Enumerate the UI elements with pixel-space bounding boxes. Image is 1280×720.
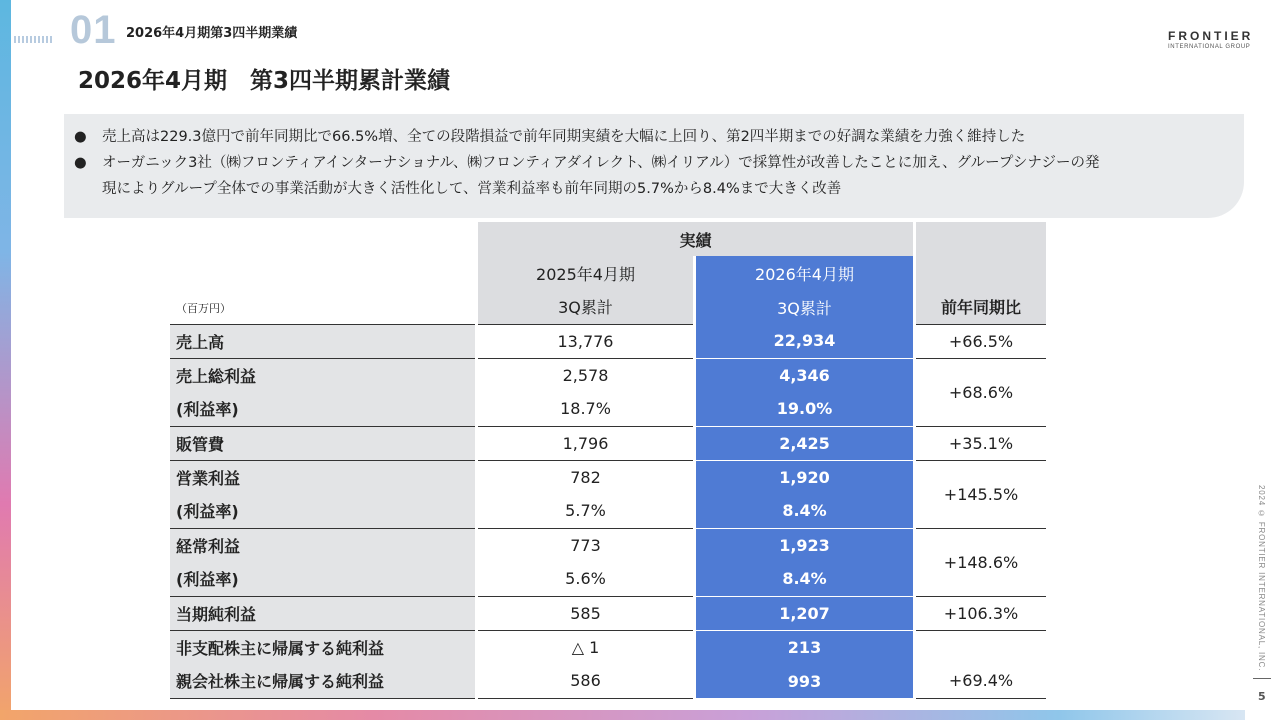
row-label: 売上総利益: [170, 358, 475, 392]
prev-value: 585: [478, 596, 693, 630]
table-row: [170, 392, 1046, 426]
curr-value: 1,923: [696, 528, 913, 562]
curr-value: 4,346: [696, 358, 913, 392]
summary-text-2: オーガニック3社（㈱フロンティアインターナショナル、㈱フロンティアダイレクト、㈱イリアル）で採算性が改善したことに加え、グループシナジーの発: [102, 155, 1100, 171]
table-header-row-1: [170, 222, 1046, 256]
table-row: [170, 596, 1046, 630]
row-label: (利益率): [170, 392, 475, 426]
table-row: [170, 528, 1046, 562]
page-number-divider: [1253, 678, 1271, 679]
logo-subtitle: INTERNATIONAL GROUP: [1168, 44, 1251, 50]
prev-year-header: 2025年4月期: [478, 256, 693, 290]
yoy-value: +106.3%: [916, 596, 1046, 630]
curr-year-header: 2026年4月期: [696, 256, 913, 290]
prev-period-header: 3Q累計: [478, 290, 693, 324]
yoy-value: +35.1%: [916, 426, 1046, 460]
table-row: [170, 562, 1046, 596]
unit-label: （百万円）: [170, 290, 475, 324]
prev-value: △ 1: [571, 637, 600, 657]
page-number: 5: [1258, 690, 1266, 703]
yoy-value: +66.5%: [916, 324, 1046, 358]
row-label: (利益率): [170, 494, 475, 528]
curr-value: 19.0%: [696, 392, 913, 426]
curr-value: 993: [696, 664, 913, 698]
prev-value: 586: [478, 664, 693, 698]
table-row: [170, 426, 1046, 460]
corner-decoration: [11, 686, 35, 710]
logo-wordmark: FRONTIER: [1168, 29, 1254, 43]
curr-value: 213: [696, 630, 913, 664]
group-header: 実績: [478, 222, 913, 256]
summary-box: [64, 114, 1244, 218]
breadcrumb: 2026年4月期第3四半期業績: [126, 26, 298, 41]
prev-value: 2,578: [562, 365, 609, 385]
yoy-header: 前年同期比: [916, 222, 1046, 324]
prev-value: 782: [570, 467, 601, 487]
curr-period-header: 3Q累計: [696, 290, 913, 324]
table-header-row-2: [170, 256, 1046, 290]
copyright-text: 2024 © FRONTIER INTERNATIONAL, INC.: [1257, 485, 1266, 672]
header-dash-decoration: [14, 36, 54, 43]
row-label: 非支配株主に帰属する純利益: [170, 630, 475, 664]
page-title: 2026年4月期 第3四半期累計業績: [78, 68, 451, 94]
bullet-icon: ●: [74, 155, 87, 171]
table-row: [170, 664, 1046, 698]
table-row: [170, 494, 1046, 528]
bullet-icon: ●: [74, 129, 87, 145]
row-label: (利益率): [170, 562, 475, 596]
table-row: [170, 358, 1046, 392]
results-table: [170, 222, 1046, 699]
prev-value: 5.7%: [478, 494, 693, 528]
yoy-value: +68.6%: [916, 358, 1046, 426]
prev-value: 5.6%: [478, 562, 693, 596]
curr-value: 2,425: [696, 426, 913, 460]
table-row: [170, 324, 1046, 358]
curr-value: 22,934: [696, 324, 913, 358]
bottom-gradient-stripe: [0, 710, 1245, 720]
prev-value: 18.7%: [478, 392, 693, 426]
section-number: 01: [70, 8, 117, 52]
row-label: 販管費: [170, 426, 475, 460]
curr-value: 8.4%: [696, 494, 913, 528]
yoy-value: +145.5%: [916, 460, 1046, 528]
curr-value: 8.4%: [696, 562, 913, 596]
table-row: [170, 630, 1046, 664]
curr-value: 1,207: [696, 596, 913, 630]
summary-text-2-continued: 現によりグループ全体での事業活動が大きく活性化して、営業利益率も前年同期の5.7%から8.4%まで大きく改善: [102, 181, 842, 197]
yoy-value: +148.6%: [916, 528, 1046, 596]
row-label: 親会社株主に帰属する純利益: [170, 664, 475, 698]
row-label: 売上高: [170, 324, 475, 358]
prev-value: 1,796: [478, 426, 693, 460]
row-label: 当期純利益: [170, 596, 475, 630]
prev-value: 773: [570, 535, 601, 555]
table-header-row-3: [170, 290, 1046, 324]
left-gradient-stripe: [0, 0, 11, 720]
yoy-value: +69.4%: [916, 664, 1046, 698]
table-row: [170, 460, 1046, 494]
sound-wave-logo-icon: [1095, 26, 1163, 56]
row-label: 経常利益: [170, 528, 475, 562]
summary-bullet-1: [74, 124, 1244, 150]
prev-value: 13,776: [478, 324, 693, 358]
summary-bullet-2: [74, 150, 1244, 176]
row-label: 営業利益: [170, 460, 475, 494]
curr-value: 1,920: [696, 460, 913, 494]
summary-text-1: 売上高は229.3億円で前年同期比で66.5%増、全ての段階損益で前年同期実績を大幅に上回り、第2四半期までの好調な業績を力強く維持した: [102, 129, 1026, 145]
company-logo: [1095, 26, 1265, 56]
